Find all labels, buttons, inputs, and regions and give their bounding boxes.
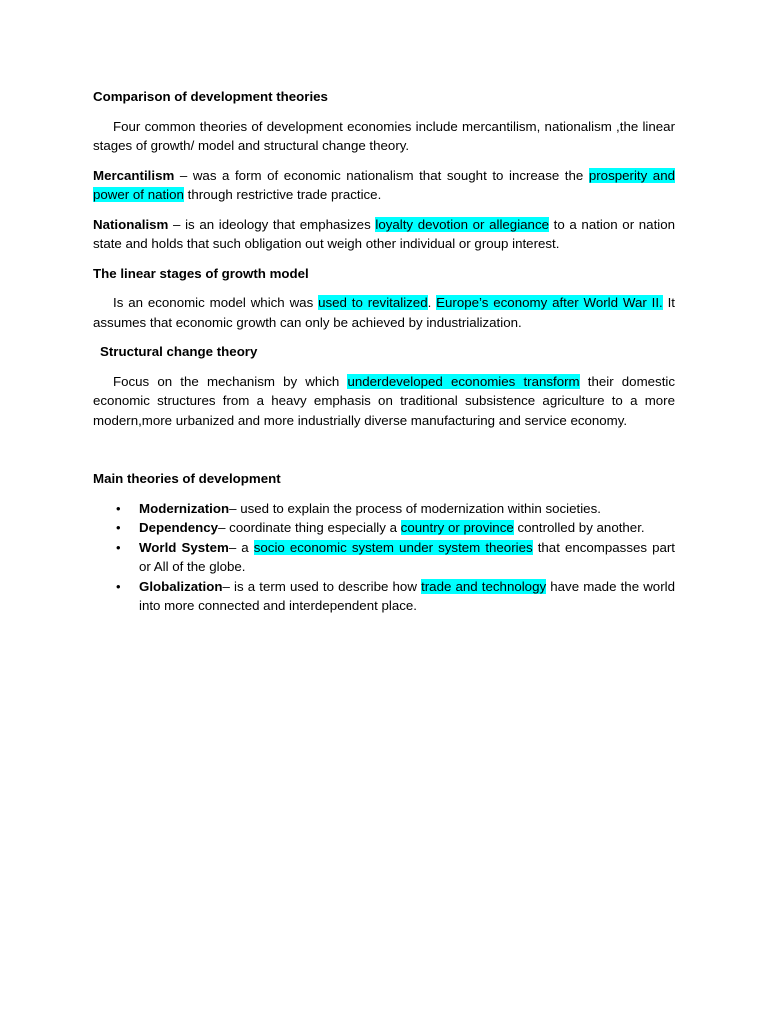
list-item-text-2: controlled by another.: [513, 520, 645, 535]
bullet-icon: •: [116, 500, 121, 516]
structural-paragraph: [93, 372, 675, 431]
list-item-term: Modernization: [139, 500, 230, 516]
nationalism-term: Nationalism: [93, 216, 169, 232]
bullet-icon: •: [116, 520, 121, 535]
nationalism-paragraph: [93, 215, 675, 254]
linear-text-1: Is an economic model which was: [113, 295, 319, 310]
list-item-highlight: country or province: [400, 520, 514, 535]
list-item-term: Globalization: [139, 578, 223, 594]
mercantilism-highlight: prosperity and power of nation: [93, 167, 675, 202]
mercantilism-paragraph: [93, 166, 675, 205]
list-item-modernization: [93, 499, 675, 519]
list-item-highlight: socio economic system under system theories: [253, 539, 533, 555]
structural-heading: Structural change theory: [100, 344, 258, 359]
list-item-term: World System: [139, 539, 229, 555]
linear-heading: The linear stages of growth model: [93, 265, 309, 281]
linear-text-3: It assumes that economic growth can only be achieved by industrialization.: [93, 295, 675, 330]
nationalism-text-2: to a nation or nation state and holds that such obligation out weigh other individual or group interest.: [93, 216, 676, 251]
list-item-text-1: – used to explain the process of modernization within societies.: [229, 500, 601, 516]
section-gap: [93, 430, 675, 451]
list-item-dependency: [93, 518, 675, 538]
linear-paragraph: [93, 293, 675, 332]
bullet-icon: •: [116, 578, 121, 594]
mercantilism-text-1: – was a form of economic nationalism that sought to increase the: [174, 167, 589, 183]
nationalism-text-1: – is an ideology that emphasizes: [168, 216, 376, 232]
list-item-world-system: [93, 538, 675, 577]
list-item-globalization: [93, 577, 675, 616]
list-item-text-2: have made the world into more connected and interdependent place.: [139, 578, 675, 613]
list-item-text-1: – a: [228, 539, 254, 555]
list-item-text-1: – coordinate thing especially a: [218, 520, 401, 535]
main-theories-heading: Main theories of development: [93, 471, 281, 486]
nationalism-highlight: loyalty devotion or allegiance: [375, 216, 549, 232]
structural-text-1: Focus on the mechanism by which: [113, 373, 348, 389]
linear-text-2: .: [427, 295, 437, 310]
bullet-icon: •: [116, 539, 121, 555]
list-item-term: Dependency: [139, 520, 219, 535]
document-content: [93, 87, 675, 616]
list-item-text-2: that encompasses part or All of the globe.: [139, 539, 675, 574]
structural-text-2: their domestic economic structures from a heavy emphasis on traditional subsistence agriculture to a more modern,more urbanized and more industrially diverse manufacturing and service economy.: [93, 373, 675, 428]
mercantilism-term: Mercantilism: [93, 167, 175, 183]
mercantilism-text-2: through restrictive trade practice.: [183, 187, 382, 202]
linear-highlight-2: Europe’s economy after World War II.: [436, 295, 663, 310]
structural-highlight: underdeveloped economies transform: [347, 373, 580, 389]
list-item-highlight: trade and technology: [421, 578, 547, 594]
linear-highlight-1: used to revitalized: [318, 295, 428, 310]
document-title: Comparison of development theories: [93, 89, 328, 104]
intro-paragraph: Four common theories of development economies include mercantilism, nationalism ,the linear stages of growth/ model and structural change theory.: [93, 118, 675, 153]
list-item-text-1: – is a term used to describe how: [222, 578, 422, 594]
theories-list: [93, 499, 675, 616]
